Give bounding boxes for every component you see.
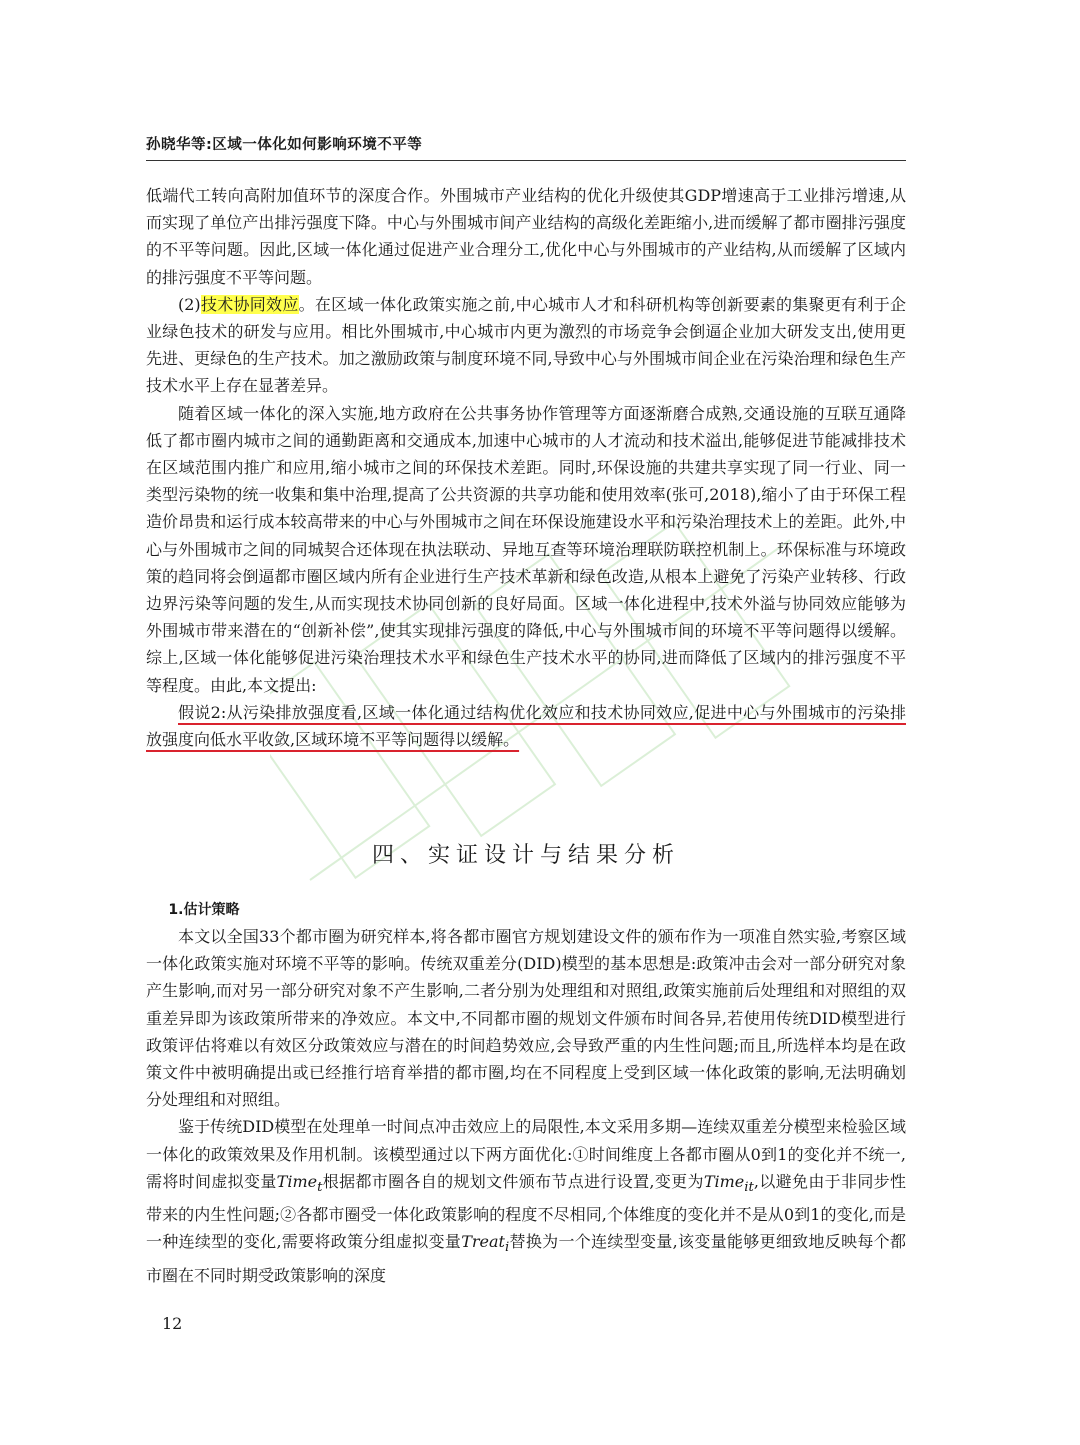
variable-treat-i: Treat$_i$ — [461, 1232, 510, 1256]
paragraph-integration: 随着区域一体化的深入实施,地方政府在公共事务协作管理等方面逐渐磨合成熟,交通设施的互联互通降低了都市圈内城市之间的通勤距离和交通成本,加速中心城市的人才流动和技术溢出,能够促进节能减排技术在区域范围内推广和应用,缩小城市之间的环保技术差距。同时,环保设施的共建共享实现了同一行业、同一类型污染物的统一收集和集中治理,提高了公共资源的共享功能和使用效率(张可,2018),缩小了由于环保工程造价昂贵和运行成本较高带来的中心与外围城市之间在环保设施建设水平和污染治理技术上的差距。此外,中心与外围城市之间的同城契合还体现在执法联动、异地互查等环境治理联防联控机制上。环保标准与环境政策的趋同将会倒逼都市圈区域内所有企业进行生产技术革新和绿色改造,从根本上避免了污染产业转移、行政边界污染等问题的发生,从而实现技术协同创新的良好局面。区域一体化进程中,技术外溢与协同效应能够为外围城市带来潜在的“创新补偿”,使其实现排污强度的降低,中心与外围城市间的环境不平等问题得以缓解。综上,区域一体化能够促进污染治理技术水平和绿色生产技术水平的协同,进而降低了区域内的排污强度不平等程度。由此,本文提出: — [146, 403, 906, 695]
variable-time-it: Time$_{it}$ — [703, 1171, 754, 1196]
tech-para-rest: 。在区域一体化政策实施之前,中心城市人才和科研机构等创新要素的集聚 — [298, 294, 825, 314]
did-text-1: 鉴于传统DID模型在处理单一时间点冲击效应上的局限性,本文采用多期—连续双重差分模型来检验区域一体化的政策效果及作用机制。该模型通过以下两方面优化:①时间维度上各都市圈从0到1的变化并不统一,需将时间虚拟变量 — [146, 1117, 906, 1191]
page-number: 12 — [162, 1314, 183, 1333]
paragraph-did-model — [146, 1113, 906, 1289]
paragraph-tech-synergy — [146, 291, 906, 400]
did-text-2: 根据都市圈各自的规划文件颁布节点进行设置,变更为 — [322, 1171, 704, 1191]
body-section-2 — [146, 897, 906, 1289]
hypothesis-2 — [146, 699, 906, 753]
paragraph-industrial: 低端代工转向高附加值环节的深度合作。外围城市产业结构的优化升级使其GDP增速高于工业排污增速,从而实现了单位产出排污强度下降。中心与外围城市间产业结构的高级化差距缩小,进而缓解了都市圈排污强度的不平等问题。因此,区域一体化通过促进产业合理分工,优化中心与外围城市的产业结构,从而缓解了区域内的排污强度不平等问题。 — [146, 186, 906, 287]
running-head: 孙晓华等:区域一体化如何影响环境不平等 — [146, 137, 423, 153]
highlighted-term: 技术协同效应 — [200, 294, 299, 314]
body-section-1 — [146, 182, 906, 753]
did-text-4: 替换为一个连续型变量,该变量能够更细致地反映每个都市圈在不同时期受政策影响的深度 — [146, 1232, 906, 1285]
subsection-title: 1.估计策略 — [168, 902, 240, 918]
header-rule — [146, 160, 906, 161]
paragraph-sample: 本文以全国33个都市圈为研究样本,将各都市圈官方规划建设文件的颁布作为一项准自然实验,考察区域一体化政策实施对环境不平等的影响。传统双重差分(DID)模型的基本思想是:政策冲击会对一部分研究对象产生影响,而对另一部分研究对象不产生影响,二者分别为处理组和对照组,政策实施前后处理组和对照组的双重差异即为该政策所带来的净效应。本文中,不同都市圈的规划文件颁布时间各异,若使用传统DID模型进行政策评估将难以有效区分政策效应与潜在的时间趋势效应,会导致严重的内生性问题;而且,所选样本均是在政策文件中被明确提出或已经推行培育举措的都市圈,均在不同程度上受到区域一体化政策的影响,无法明确划分处理组和对照组。 — [146, 927, 906, 1110]
hypothesis-text: 假说2:从污染排放强度看,区域一体化通过结构优化效应和技术协同效应,促进中心与外围城市的污染排放强度向低水平收敛,区域环境不平等问题得以缓解。 — [146, 702, 906, 750]
did-text-3: ,以避免由于非同步性带来的内生性问题;②各都市圈受一体化政策影响的程度不尽相同,个体维度的变化并不是从0到1的变化,而是一种连续型的变化,需要将政策分组虚拟变量 — [146, 1171, 906, 1252]
tech-para-continued: 更有利于企业绿色技术的研发与应用。相比外围城市,中心城市内更为激烈的市场竞争会倒逼企业加大研发支出,使用更先进、更绿色的生产技术。加之激励政策与制度环境不同,导致中心与外围城市间企业在污染治理和绿色生产技术水平上存在显著差异。 — [146, 294, 906, 396]
variable-time-t: Time$_t$ — [276, 1171, 323, 1196]
item-number: (2) — [178, 294, 201, 314]
section-title: 四、实证设计与结果分析 — [371, 843, 680, 868]
